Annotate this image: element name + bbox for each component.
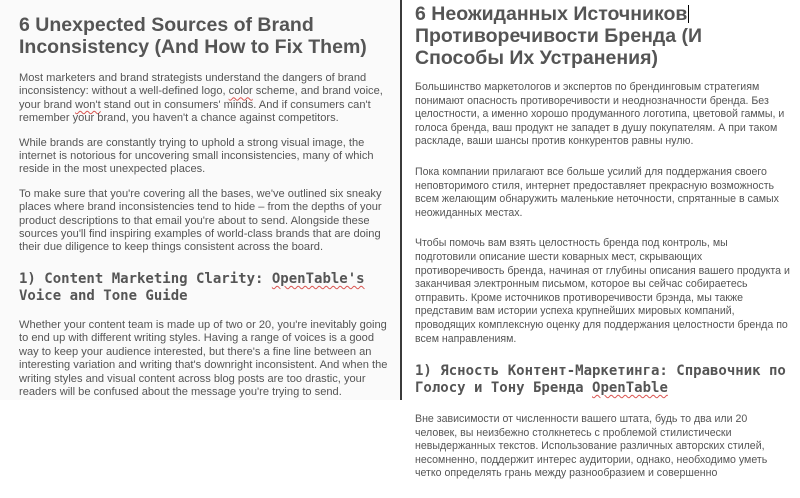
source-paragraph-2: While brands are constantly trying to uphold a strong visual image, the internet is notorious for uncovering small inconsistencies, many of which reside in the most unexpected places. <box>19 136 374 176</box>
translation-paragraph-2[interactable]: Пока компании прилагают все больше усилий для поддержания своего неповторимого стиля, интернет предоставляет прекрасную возможность всем желающим обнаружить маленькие неточности, спрятанные в самых неожиданных местах. <box>415 165 779 219</box>
source-paragraph-4: Whether your content team is made up of two or 20, you're inevitably going to end up with different writing styles. Having a range of voices is a good way to keep your audience interested, but there's a fine line between an interesting variation and writing that's downright inconsistent. And when the writing styles and visual content across blog posts are too drastic, your readers will be confused about the message you're trying to send. <box>19 318 388 398</box>
translation-paragraph-4[interactable]: Вне зависимости от численности вашего штата, будь то два или 20 человек, вы неизбежно столкнетесь с проблемой стилистически невыдержанных текстов. Использование различных авторских стилей, несомненно, поддержит интерес аудитории, однако, необходимо уметь четко определять грань между разнообразием и совершенно <box>415 413 768 480</box>
source-paragraph-1: Most marketers and brand strategists understand the dangers of brand inconsistency: without a well-defined logo, color scheme, and brand voice, your brand won't stand out in consumers' minds. And if consumers can't remember your brand, you haven't a chance against competitors. <box>19 72 383 125</box>
spellcheck-word-opentable-ru[interactable]: OpenTable <box>592 380 668 397</box>
source-document-content <box>19 14 389 410</box>
source-title: 6 Unexpected Sources of Brand Inconsistency (And How to Fix Them) <box>19 14 367 58</box>
spellcheck-word-color[interactable]: color <box>228 85 253 98</box>
text-cursor <box>688 5 689 23</box>
translation-title[interactable]: 6 Неожиданных Источников Противоречивости Бренда (И Способы Их Устранения) <box>415 3 702 69</box>
translation-document-content <box>415 0 791 498</box>
translation-document-pane[interactable] <box>402 0 800 480</box>
translation-paragraph-1[interactable]: Большинство маркетологов и экспертов по брендинговым стратегиям понимают опасность противоречивости и неоднозначности бренда. Без целостности, а именно хорошо продуманного логотипа, цветовой гаммы, и голоса бренда, ваш продукт не западет в душу покупателям. А при таком раскладе, ваши шансы против конкурентов равны нулю. <box>415 81 785 148</box>
source-section-heading-1: 1) Content Marketing Clarity: OpenTable's Voice and Tone Guide <box>19 270 365 304</box>
translation-paragraph-3[interactable]: Чтобы помочь вам взять целостность бренда под контроль, мы подготовили описание шести коварных мест, скрывающих противоречивость бренда, начиная от глубины описания вашего продукта и заканчивая электронным письмом, которое вы сейчас собираетесь отправить. Кроме источников противоречивости брэнда, мы также представим вам истории успеха крупнейших мировых компаний, проводящих комплексную оценку для поддержания целостности бренда по всем направлениям. <box>415 237 790 345</box>
spellcheck-word-wont[interactable]: won't <box>75 98 101 111</box>
source-document-pane[interactable] <box>0 0 400 400</box>
source-paragraph-3: To make sure that you're covering all the bases, we've outlined six sneaky places where brand inconsistencies tend to hide – from the depths of your product descriptions to that email you're about to send. Alongside these sources you'll find inspiring examples of world-class brands that are doing their due diligence to keep things consistent across the board. <box>19 187 382 254</box>
translation-section-heading-1[interactable]: 1) Ясность Контент-Маркетинга: Справочник по Голосу и Тону Бренда OpenTable <box>415 363 786 397</box>
spellcheck-word-opentable[interactable]: OpenTable's <box>271 270 365 287</box>
